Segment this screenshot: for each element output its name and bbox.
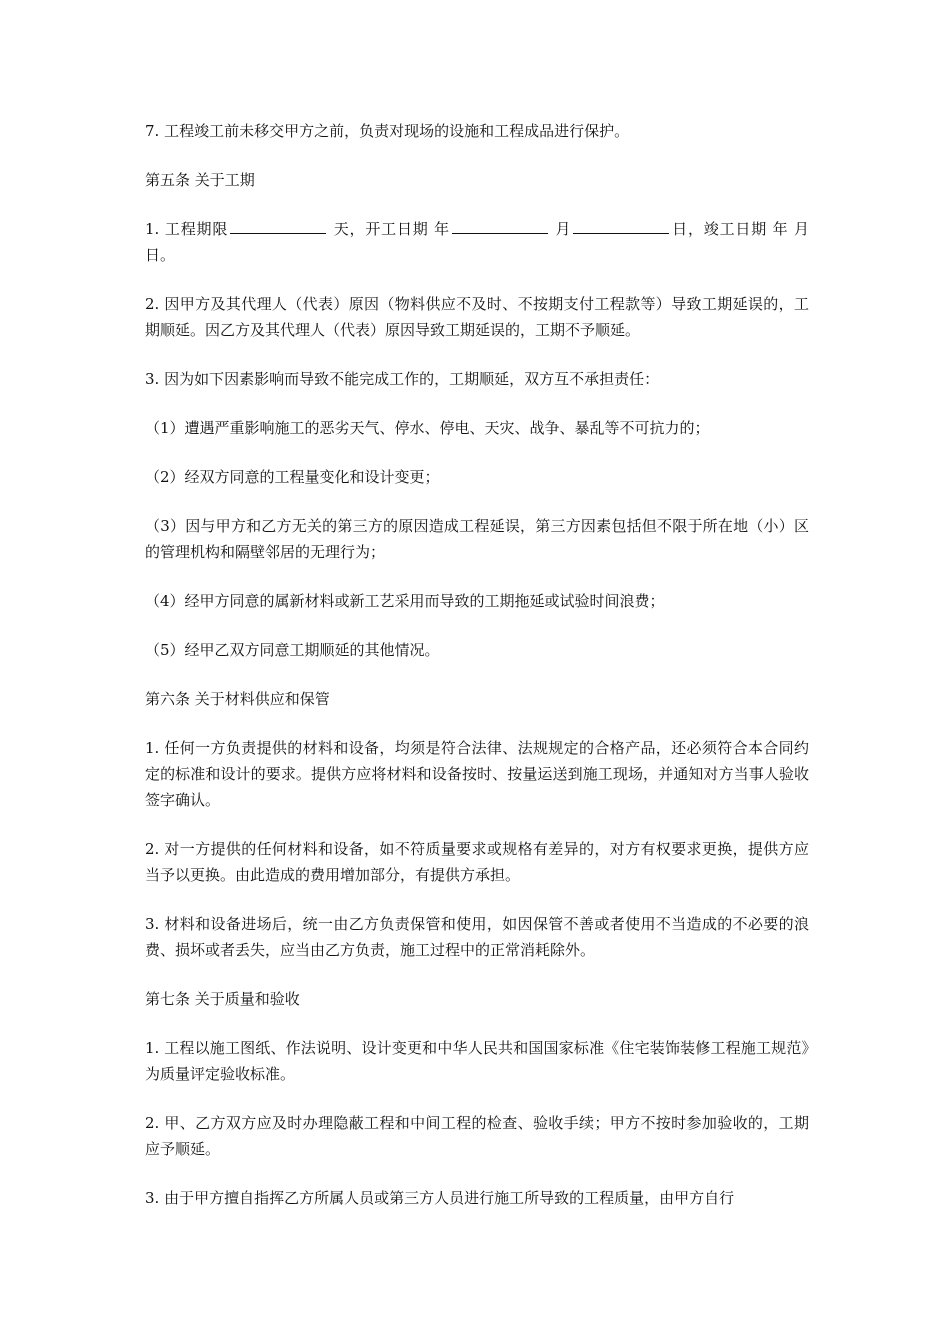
paragraph-quality-2: 2. 甲、乙方双方应及时办理隐蔽工程和中间工程的检查、验收手续；甲方不按时参加验收的，工期应予顺延。 (145, 1114, 809, 1158)
list-item-1: （1）遭遇严重影响施工的恶劣天气、停水、停电、天灾、战争、暴乱等不可抗力的； (145, 419, 710, 437)
document-page (145, 118, 809, 1234)
list-item-3: （3）因与甲方和乙方无关的第三方的原因造成工程延误，第三方因素包括但不限于所在地（小）区的管理机构和隔壁邻居的无理行为； (145, 517, 809, 561)
start-date-label: 天，开工日期 年 (328, 220, 450, 238)
month-label: 月 (549, 220, 572, 238)
blank-start-year (452, 219, 548, 234)
paragraph-quality-1: 1. 工程以施工图纸、作法说明、设计变更和中华人民共和国国家标准《住宅装饰装修工程施工规范》为质量评定验收标准。 (145, 1039, 809, 1083)
blank-days (230, 219, 326, 234)
duration-label: 1. 工程期限 (145, 220, 229, 238)
list-item-4: （4）经甲方同意的属新材料或新工艺采用而导致的工期拖延或试验时间浪费； (145, 592, 665, 610)
paragraph-delay-party-a: 2. 因甲方及其代理人（代表）原因（物料供应不及时、不按期支付工程款等）导致工期延误的，工期顺延。因乙方及其代理人（代表）原因导致工期延误的，工期不予顺延。 (145, 295, 809, 339)
article-6-heading: 第六条 关于材料供应和保管 (145, 690, 330, 708)
blank-start-month (573, 219, 669, 234)
paragraph-materials-3: 3. 材料和设备进场后，统一由乙方负责保管和使用，如因保管不善或者使用不当造成的不必要的浪费、损坏或者丢失，应当由乙方负责，施工过程中的正常消耗除外。 (145, 915, 809, 959)
paragraph-force-majeure: 3. 因为如下因素影响而导致不能完成工作的，工期顺延，双方互不承担责任： (145, 370, 660, 388)
paragraph-quality-3: 3. 由于甲方擅自指挥乙方所属人员或第三方人员进行施工所导致的工程质量，由甲方自行 (145, 1189, 735, 1207)
paragraph-item-7: 7. 工程竣工前未移交甲方之前，负责对现场的设施和工程成品进行保护。 (145, 122, 630, 140)
paragraph-materials-2: 2. 对一方提供的任何材料和设备，如不符质量要求或规格有差异的，对方有权要求更换，提供方应当予以更换。由此造成的费用增加部分，有提供方承担。 (145, 840, 809, 884)
article-7-heading: 第七条 关于质量和验收 (145, 990, 300, 1008)
article-5-heading: 第五条 关于工期 (145, 171, 255, 189)
end-date-label: 日，竣工日期 年 月日。 (145, 220, 809, 264)
paragraph-materials-1: 1. 任何一方负责提供的材料和设备，均须是符合法律、法规规定的合格产品，还必须符合本合同约定的标准和设计的要求。提供方应将材料和设备按时、按量运送到施工现场，并通知对方当事人验收签字确认。 (145, 739, 809, 809)
list-item-2: （2）经双方同意的工程量变化和设计变更； (145, 468, 440, 486)
paragraph-duration (145, 216, 809, 268)
list-item-5: （5）经甲乙双方同意工期顺延的其他情况。 (145, 641, 440, 659)
